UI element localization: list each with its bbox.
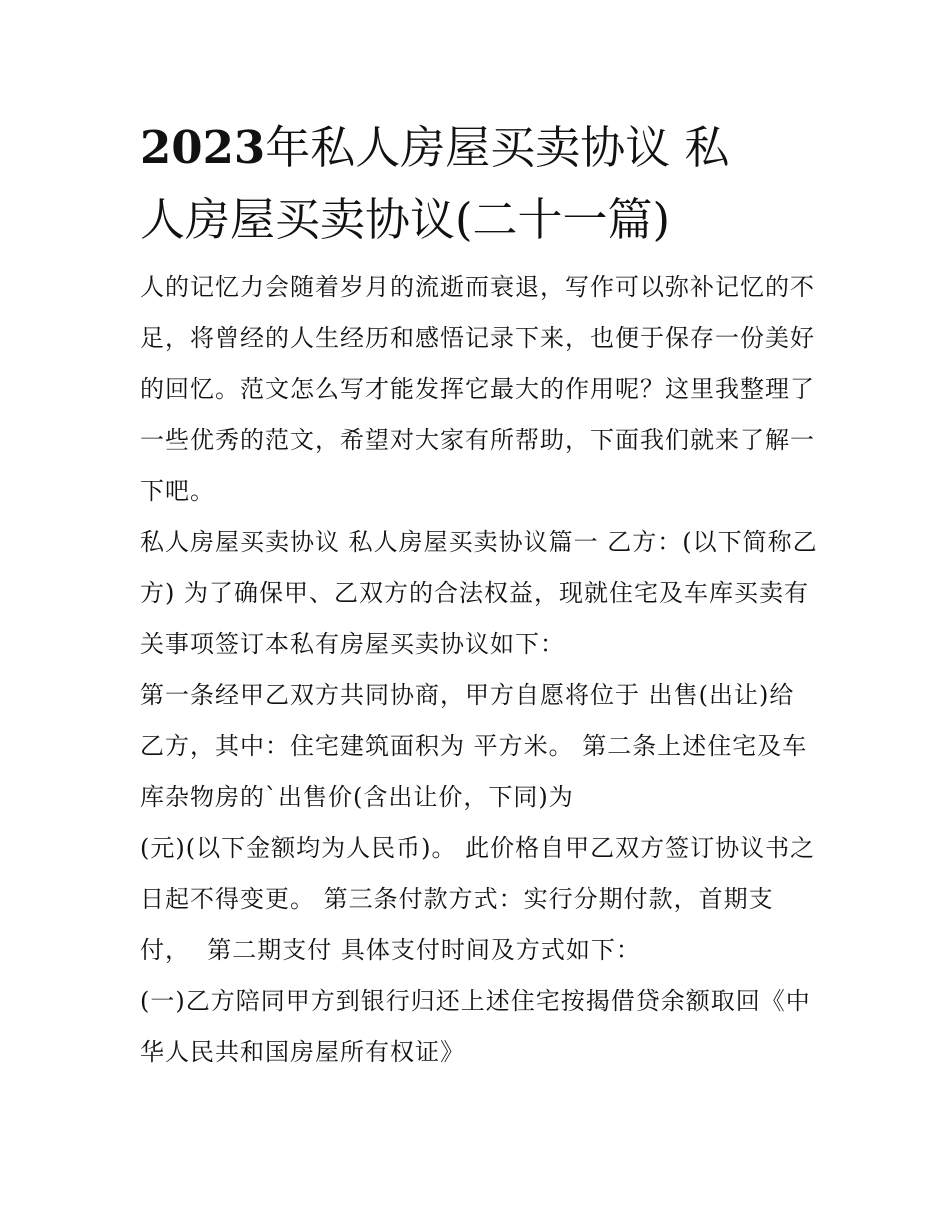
price-paragraph: [140, 823, 820, 976]
intro-line: 一些优秀的范文，希望对大家有所帮助，下面我们就来了解一: [140, 426, 815, 454]
intro-line: 下吧。: [140, 477, 215, 505]
section-1-paragraph: [140, 517, 820, 670]
intro-line: 的回忆。范文怎么写才能发挥它最大的作用呢？这里我整理了: [140, 375, 815, 403]
clause-line: (一)乙方陪同甲方到银行归还上述住宅按揭借贷余额取回《中: [140, 987, 811, 1015]
title-line-2: 人房屋买卖协议(二十一篇): [140, 193, 671, 246]
title-line-1-text: 年私人房屋买卖协议 私: [265, 121, 730, 174]
intro-line: 足，将曾经的人生经历和感悟记录下来，也便于保存一份美好: [140, 324, 815, 352]
clause-line: 华人民共和国房屋所有权证》: [140, 1038, 465, 1066]
section-1-line: 私人房屋买卖协议 私人房屋买卖协议篇一 乙方：(以下简称乙: [140, 528, 818, 556]
intro-paragraph: [140, 262, 820, 517]
section-1-line: 关事项签订本私有房屋买卖协议如下：: [140, 630, 565, 658]
title-year: 2023: [140, 121, 266, 174]
article-1-line: 库杂物房的`出售价(含出让价，下同)为: [140, 783, 574, 811]
price-line: (元)(以下金额均为人民币)。 此价格自甲乙双方签订协议书之: [140, 834, 816, 862]
article-1-paragraph: [140, 670, 820, 823]
section-1-line: 方) 为了确保甲、乙双方的合法权益，现就住宅及车库买卖有: [140, 579, 809, 607]
document-content: [140, 112, 820, 1078]
article-1-line: 乙方，其中：住宅建筑面积为 平方米。 第二条上述住宅及车: [140, 732, 808, 760]
intro-line: 人的记忆力会随着岁月的流逝而衰退，写作可以弥补记忆的不: [140, 273, 815, 301]
title-line-1: [140, 112, 820, 184]
document-title: [140, 112, 820, 256]
article-1-line: 第一条经甲乙双方共同协商，甲方自愿将位于 出售(出让)给: [140, 681, 795, 709]
price-line: 日起不得变更。 第三条付款方式：实行分期付款，首期支: [140, 885, 774, 913]
price-line: 付， 第二期支付 具体支付时间及方式如下：: [140, 936, 641, 964]
clause-paragraph: [140, 976, 820, 1078]
